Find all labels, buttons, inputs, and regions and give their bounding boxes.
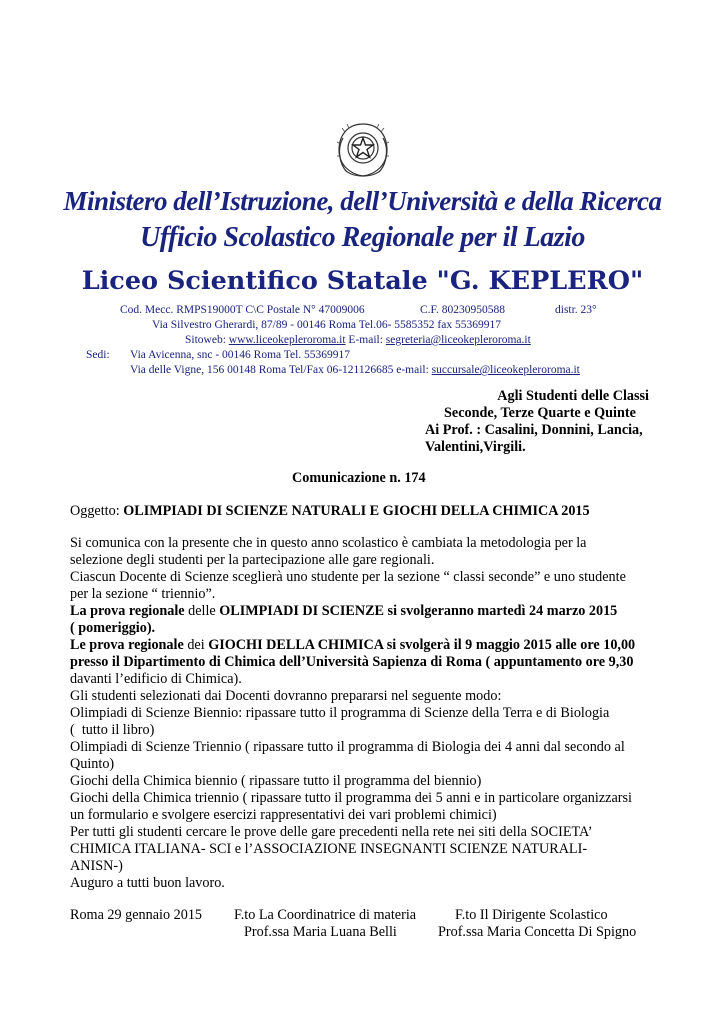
body-line: Olimpiadi di Scienze Triennio ( ripassare tutto il programma di Biologia dei 4 anni dal secondo al bbox=[70, 739, 625, 755]
body-line: Per tutti gli studenti cercare le prove delle gare precedenti nella rete nei siti della SOCIETA’ bbox=[70, 824, 593, 840]
body-line: un formulario e svolgere esercizi rappresentativi dei vari problemi chimici) bbox=[70, 807, 497, 823]
recipient-line: Ai Prof. : Casalini, Donnini, Lancia, bbox=[425, 422, 643, 438]
republic-emblem-icon bbox=[333, 118, 393, 182]
body-line: per la sezione “ triennio”. bbox=[70, 586, 216, 602]
coordinator-role: F.to La Coordinatrice di materia bbox=[234, 907, 417, 923]
sede-2 bbox=[130, 364, 580, 376]
sede-1: Via Avicenna, snc - 00146 Roma Tel. 55369917 bbox=[130, 349, 351, 361]
bold-text: OLIMPIADI DI SCIENZE si svolgeranno martedì 24 marzo 2015 bbox=[219, 603, 618, 619]
subject-label: Oggetto: bbox=[70, 503, 120, 519]
site-link[interactable]: www.liceokepleroroma.it bbox=[228, 334, 346, 346]
subject-text: OLIMPIADI DI SCIENZE NATURALI E GIOCHI DELLA CHIMICA 2015 bbox=[123, 503, 590, 519]
body-line bbox=[70, 603, 617, 620]
school-name: Liceo Scientifico Statale "G. KEPLERO" bbox=[81, 266, 644, 296]
communication-number: Comunicazione n. 174 bbox=[292, 470, 426, 486]
body-line: Gli studenti selezionati dai Docenti dovranno prepararsi nel seguente modo: bbox=[70, 688, 502, 704]
body-line: Giochi della Chimica biennio ( ripassare tutto il programma del biennio) bbox=[70, 773, 482, 789]
principal-name: Prof.ssa Maria Concetta Di Spigno bbox=[438, 924, 637, 940]
sedi-label: Sedi: bbox=[86, 349, 110, 361]
school-contacts bbox=[185, 334, 531, 346]
ministry-title: Ministero dell’Istruzione, dell’Università e della Ricerca bbox=[63, 186, 662, 216]
body-line: davanti l’edificio di Chimica). bbox=[70, 671, 242, 687]
plain-text: dei bbox=[183, 637, 209, 653]
body-line: Olimpiadi di Scienze Biennio: ripassare tutto il programma di Scienze della Terra e di Biologia bbox=[70, 705, 610, 721]
body-line: selezione degli studenti per la partecipazione alle gare regionali. bbox=[70, 552, 435, 568]
recipient-line: Agli Studenti delle Classi bbox=[497, 388, 649, 404]
body-line: ( tutto il libro) bbox=[70, 722, 155, 738]
recipient-line: Seconde, Terze Quarte e Quinte bbox=[444, 405, 636, 421]
site-label: Sitoweb: bbox=[185, 334, 226, 346]
bold-text: La prova regionale bbox=[70, 603, 185, 619]
school-address: Via Silvestro Gherardi, 87/89 - 00146 Roma Tel.06- 5585352 fax 55369917 bbox=[152, 319, 501, 331]
principal-role: F.to Il Dirigente Scolastico bbox=[455, 907, 608, 923]
body-line bbox=[70, 637, 635, 654]
sede-2-email-link[interactable]: succursale@liceokepleroroma.it bbox=[431, 364, 580, 376]
subject-line bbox=[70, 503, 590, 520]
body-line: Quinto) bbox=[70, 756, 115, 772]
school-fiscal-code: C.F. 80230950588 bbox=[420, 304, 506, 316]
body-line: CHIMICA ITALIANA- SCI e l’ASSOCIAZIONE INSEGNANTI SCIENZE NATURALI- bbox=[70, 841, 588, 857]
recipient-line: Valentini,Virgili. bbox=[425, 439, 526, 455]
plain-text: delle bbox=[184, 603, 220, 619]
email-link[interactable]: segreteria@liceokepleroroma.it bbox=[385, 334, 531, 346]
bold-text: GIOCHI DELLA CHIMICA si svolgerà il 9 maggio 2015 alle ore 10,00 bbox=[208, 637, 636, 653]
document-date: Roma 29 gennaio 2015 bbox=[70, 907, 203, 923]
body-line: Auguro a tutti buon lavoro. bbox=[70, 875, 225, 891]
body-line: ANISN-) bbox=[70, 858, 123, 874]
body-line: Si comunica con la presente che in questo anno scolastico è cambiata la metodologia per la bbox=[70, 535, 587, 551]
bold-text: Le prova regionale bbox=[70, 637, 184, 653]
body-line: ( pomeriggio). bbox=[70, 620, 156, 636]
email-label: E-mail: bbox=[348, 334, 383, 346]
regional-office-title: Ufficio Scolastico Regionale per il Lazio bbox=[140, 222, 585, 253]
school-mecc-code: Cod. Mecc. RMPS19000T C\C Postale N° 47009006 bbox=[120, 304, 365, 316]
school-district: distr. 23° bbox=[555, 304, 597, 316]
body-line: Giochi della Chimica triennio ( ripassare tutto il programma dei 5 anni e in particolare organizzarsi bbox=[70, 790, 632, 806]
body-line: presso il Dipartimento di Chimica dell’Università Sapienza di Roma ( appuntamento ore 9,30 bbox=[70, 654, 634, 670]
coordinator-name: Prof.ssa Maria Luana Belli bbox=[244, 924, 397, 940]
sede-2-text: Via delle Vigne, 156 00148 Roma Tel/Fax 06-121126685 e-mail: bbox=[130, 364, 429, 376]
body-line: Ciascun Docente di Scienze sceglierà uno studente per la sezione “ classi seconde” e uno studente bbox=[70, 569, 626, 585]
